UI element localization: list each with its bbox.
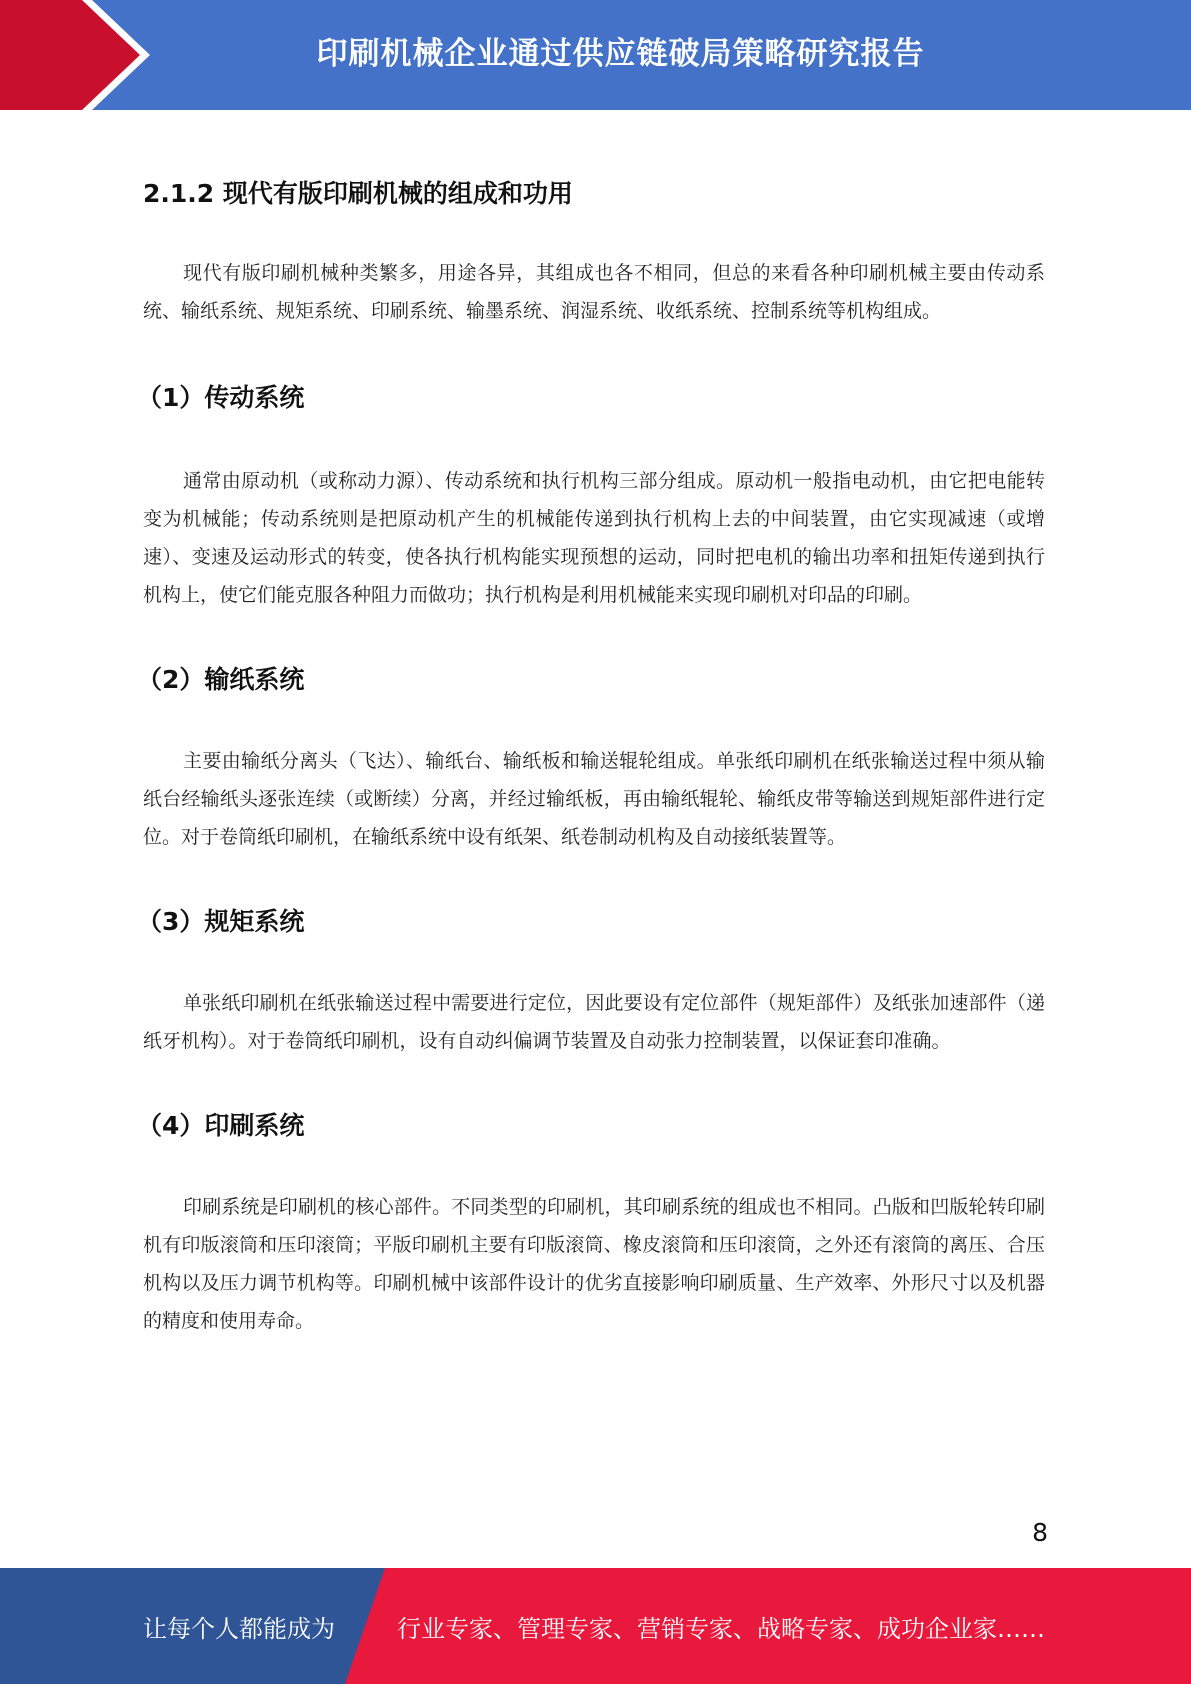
paragraph-transmission: 通常由原动机（或称动力源）、传动系统和执行机构三部分组成。原动机一般指电动机，由它把电能转变为机械能；传动系统则是把原动机产生的机械能传递到执行机构上去的中间装置，由它实现减速（或增速）、变速及运动形式的转变，使各执行机构能实现预想的运动，同时把电机的输出功率和扭矩传递到执行机构上，使它们能克服各种阻力而做功；执行机构是利用机械能来实现印刷机对印品的印刷。 bbox=[143, 470, 1045, 606]
section-heading: 2.1.2 现代有版印刷机械的组成和功用 bbox=[143, 179, 573, 208]
page-content bbox=[137, 160, 1045, 1340]
paragraph-register: 单张纸印刷机在纸张输送过程中需要进行定位，因此要设有定位部件（规矩部件）及纸张加速部件（递纸牙机构）。对于卷筒纸印刷机，设有自动纠偏调节装置及自动张力控制装置，以保证套印准确。 bbox=[143, 992, 1045, 1052]
page-number: 8 bbox=[1032, 1518, 1048, 1547]
subsection-title-register: （3）规矩系统 bbox=[137, 907, 305, 936]
intro-paragraph: 现代有版印刷机械种类繁多，用途各异，其组成也各不相同，但总的来看各种印刷机械主要由传动系统、输纸系统、规矩系统、印刷系统、输墨系统、润湿系统、收纸系统、控制系统等机构组成。 bbox=[143, 262, 1045, 322]
subsection-title-printing: （4）印刷系统 bbox=[137, 1111, 305, 1140]
paragraph-printing: 印刷系统是印刷机的核心部件。不同类型的印刷机，其印刷系统的组成也不相同。凸版和凹版轮转印刷机有印版滚筒和压印滚筒；平版印刷机主要有印版滚筒、橡皮滚筒和压印滚筒，之外还有滚筒的离压、合压机构以及压力调节机构等。印刷机械中该部件设计的优劣直接影响印刷质量、生产效率、外形尺寸以及机器的精度和使用寿命。 bbox=[143, 1196, 1045, 1332]
subsection-title-transmission: （1）传动系统 bbox=[137, 383, 305, 412]
subsection-title-feeding: （2）输纸系统 bbox=[137, 665, 305, 694]
footer-band bbox=[0, 1568, 1191, 1684]
footer-slogan-left: 让每个人都能成为 bbox=[143, 1614, 335, 1643]
footer-slogan-right: 行业专家、管理专家、营销专家、战略专家、成功企业家…… bbox=[397, 1614, 1045, 1643]
header-band bbox=[0, 0, 1191, 110]
paragraph-feeding: 主要由输纸分离头（飞达）、输纸台、输纸板和输送辊轮组成。单张纸印刷机在纸张输送过程中须从输纸台经输纸头逐张连续（或断续）分离，并经过输纸板，再由输纸辊轮、输纸皮带等输送到规矩部件进行定位。对于卷筒纸印刷机，在输纸系统中设有纸架、纸卷制动机构及自动接纸装置等。 bbox=[143, 750, 1045, 848]
report-title: 印刷机械企业通过供应链破局策略研究报告 bbox=[316, 35, 925, 72]
